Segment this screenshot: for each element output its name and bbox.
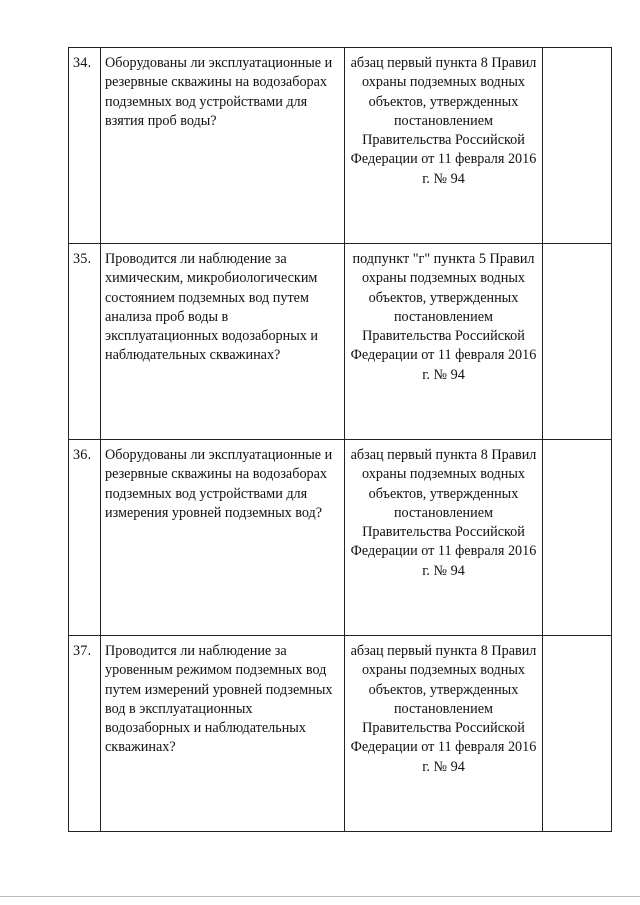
row-number: 36. [69,440,101,636]
answer-cell [543,440,612,636]
answer-cell [543,244,612,440]
row-number: 35. [69,244,101,440]
question-text: Проводится ли наблюдение за уровенным режимом подземных вод путем измерений уровней подземных вод в эксплуатационных водозаборных и наблюдательных скважинах? [101,636,345,832]
answer-cell [543,48,612,244]
legal-reference: абзац первый пункта 8 Правил охраны подземных водных объектов, утвержденных постановлением Правительства Российской Федерации от 11 февраля 2016 г. № 94 [345,440,543,636]
table-row [69,244,612,440]
answer-cell [543,636,612,832]
page-edge-divider [0,896,640,897]
question-text: Проводится ли наблюдение за химическим, микробиологическим состоянием подземных вод путем анализа проб воды в эксплуатационных водозаборных и наблюдательных скважинах? [101,244,345,440]
legal-reference: абзац первый пункта 8 Правил охраны подземных водных объектов, утвержденных постановлением Правительства Российской Федерации от 11 февраля 2016 г. № 94 [345,48,543,244]
row-number: 37. [69,636,101,832]
table-row [69,440,612,636]
table-row [69,48,612,244]
checklist-table [68,47,612,832]
legal-reference: подпункт "г" пункта 5 Правил охраны подземных водных объектов, утвержденных постановлением Правительства Российской Федерации от 11 февраля 2016 г. № 94 [345,244,543,440]
legal-reference: абзац первый пункта 8 Правил охраны подземных водных объектов, утвержденных постановлением Правительства Российской Федерации от 11 февраля 2016 г. № 94 [345,636,543,832]
row-number: 34. [69,48,101,244]
table-row [69,636,612,832]
question-text: Оборудованы ли эксплуатационные и резервные скважины на водозаборах подземных вод устройствами для измерения уровней подземных вод? [101,440,345,636]
question-text: Оборудованы ли эксплуатационные и резервные скважины на водозаборах подземных вод устройствами для взятия проб воды? [101,48,345,244]
